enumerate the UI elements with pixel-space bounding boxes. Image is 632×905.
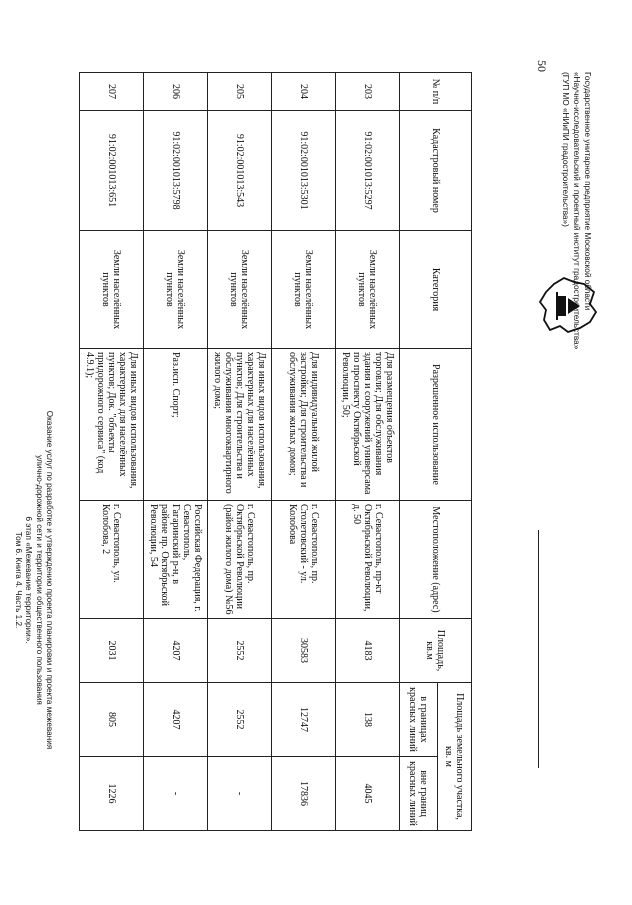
- header-area-group: Площадь земельного участка, кв. м: [438, 683, 472, 831]
- cell-category: Земли населённых пунктов: [144, 231, 208, 349]
- cell-category: Земли населённых пунктов: [208, 231, 272, 349]
- table-header-row: [438, 73, 472, 831]
- cell-inside: 138: [336, 683, 400, 757]
- header-num: № п/п: [400, 73, 472, 111]
- cell-outside: 1226: [80, 757, 144, 831]
- cell-category: Земли населённых пунктов: [80, 231, 144, 349]
- cell-area: 4207: [144, 619, 208, 683]
- cell-location: г. Севастополь, пр. Октябрьской Революции (район жилого дома) №56: [208, 501, 272, 619]
- land-plots-table: [79, 72, 472, 831]
- header-category: Категория: [400, 231, 472, 349]
- cell-use: Для индивидуальной жилой застройки; Для строительства и обслуживания жилых домов;: [272, 349, 336, 501]
- cell-location: г. Севастополь, пр-кт Октябрьской Революции, д. 50: [336, 501, 400, 619]
- header-line-3: 6 этап «Межевание территории».: [24, 516, 34, 644]
- footer-divider: [538, 530, 539, 768]
- cell-area: 4183: [336, 619, 400, 683]
- cell-inside: 12747: [272, 683, 336, 757]
- cell-area: 2031: [80, 619, 144, 683]
- table-row: [80, 73, 144, 831]
- header-line-1: Оказание услуг по разработке и утверждению проекта планировки и проекта межевания: [45, 410, 54, 750]
- header-location: Местоположение (адрес): [400, 501, 472, 619]
- footer-line-1: Государственное унитарное предприятие Московской области: [583, 72, 592, 311]
- cell-cadastral: 91:02:001013:5798: [144, 111, 208, 231]
- cell-use: Для иных видов использования, характерных для населённых пунктов; Для строительства и обслуживания многоквартирного жилого дома;: [208, 349, 272, 501]
- table-row: [336, 73, 400, 831]
- cell-outside: -: [208, 757, 272, 831]
- cell-area: 2552: [208, 619, 272, 683]
- cell-location: Российская Федерация, г. Севастополь, Гагаринский р-н, в районе пр. Октябрьской Революции, 54: [144, 501, 208, 619]
- cell-location: г. Севастополь, пр. Столетовский - ул. Колобова: [272, 501, 336, 619]
- cell-num: 203: [336, 73, 400, 111]
- cell-num: 206: [144, 73, 208, 111]
- cell-outside: -: [144, 757, 208, 831]
- footer-line-2: «Научно-исследовательский и проектный институт градостроительства»: [572, 72, 581, 350]
- table-row: [272, 73, 336, 831]
- header-area: Площадь, кв.м: [400, 619, 472, 683]
- cell-use: Раз.исп. Спорт;: [144, 349, 208, 501]
- header-use: Разрешенное использование: [400, 349, 472, 501]
- cell-cadastral: 91:02:001013:5301: [272, 111, 336, 231]
- footer-line-3: (ГУП МО «НИиПИ градостроительства»): [561, 72, 570, 227]
- table-row: [144, 73, 208, 831]
- header-cadastral: Кадастровый номер: [400, 111, 472, 231]
- header-line-4: Том 6. Книга 4. Часть 1.2.: [13, 531, 23, 629]
- cell-num: 205: [208, 73, 272, 111]
- cell-location: г. Севастополь, ул. Колобова, 2: [80, 501, 144, 619]
- cell-inside: 4207: [144, 683, 208, 757]
- cell-cadastral: 91:02:001013:651: [80, 111, 144, 231]
- cell-cadastral: 91:02:001013:543: [208, 111, 272, 231]
- cell-inside: 805: [80, 683, 144, 757]
- document-header: [12, 300, 54, 860]
- header-outside: вне границ красных линий: [400, 757, 438, 831]
- cell-num: 207: [80, 73, 144, 111]
- header-line-2: улично-дорожной сети и территории общественного пользования: [34, 455, 44, 705]
- page-number: 50: [535, 60, 549, 72]
- cell-use: Для иных видов использования, характерных для населённых пунктов; Док. "объекты придорожного сервиса" (код 4.9.1);: [80, 349, 144, 501]
- cell-num: 204: [272, 73, 336, 111]
- cell-cadastral: 91:02:001013:5297: [336, 111, 400, 231]
- cell-outside: 4045: [336, 757, 400, 831]
- cell-area: 30583: [272, 619, 336, 683]
- cell-outside: 17836: [272, 757, 336, 831]
- cell-category: Земли населённых пунктов: [336, 231, 400, 349]
- cell-inside: 2552: [208, 683, 272, 757]
- organization-footer: [560, 72, 593, 572]
- cell-use: Для размещения объектов торговли; Для обслуживания здания и сооружений универсама по проспекту Октябрьской Революции, 50;: [336, 349, 400, 501]
- table-row: [208, 73, 272, 831]
- header-inside: в границах красных линий: [400, 683, 438, 757]
- cell-category: Земли населённых пунктов: [272, 231, 336, 349]
